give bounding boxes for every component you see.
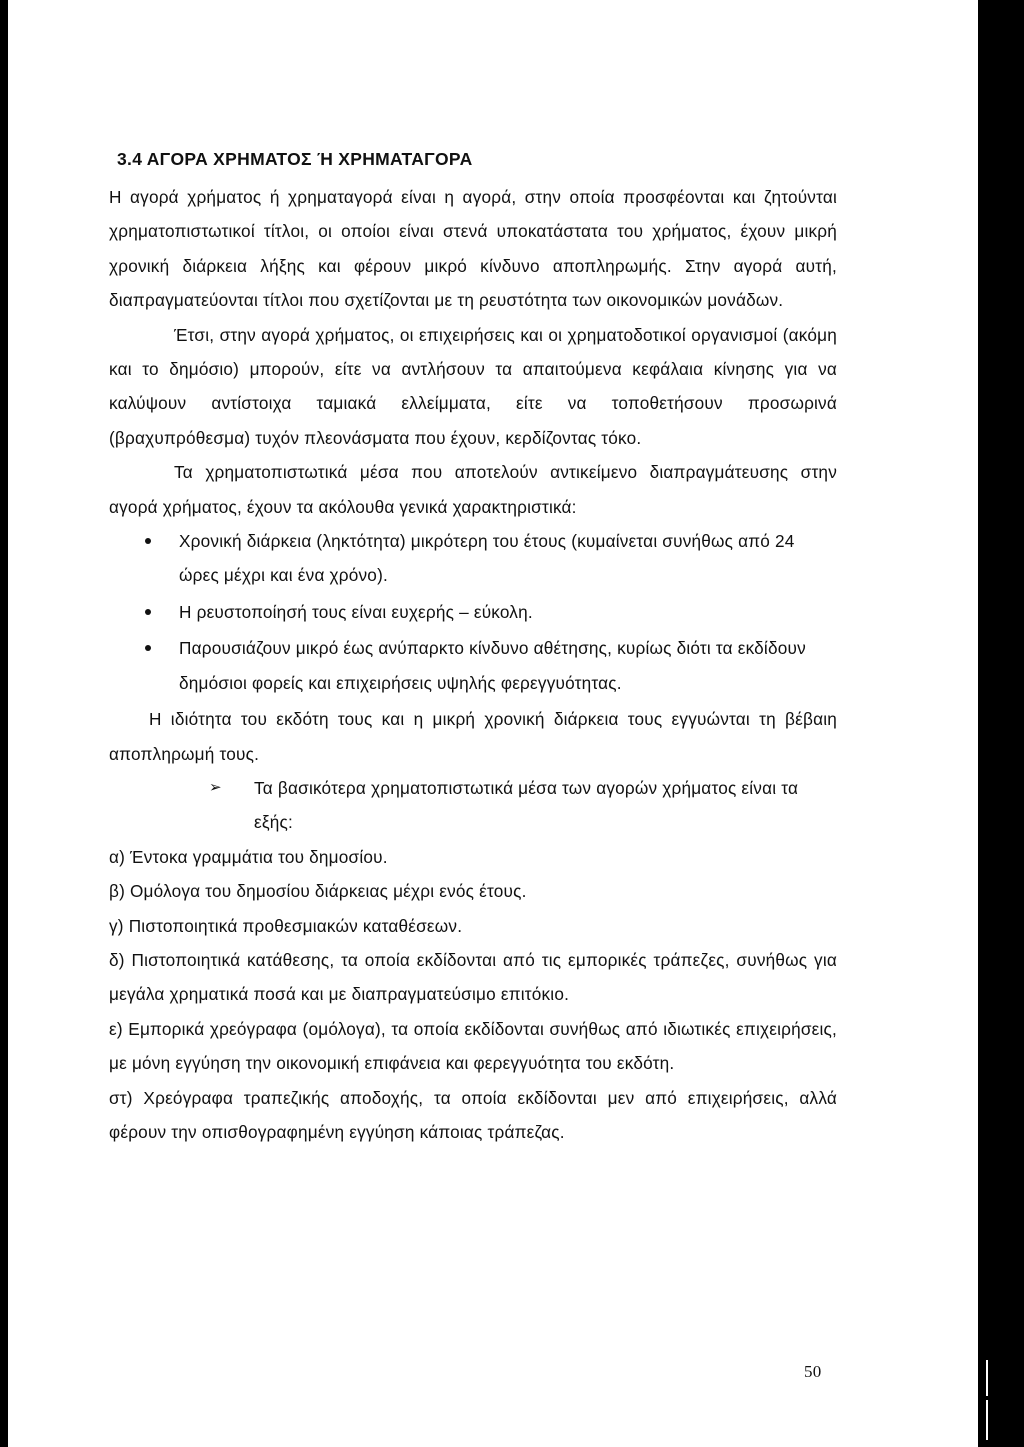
page-number: 50 bbox=[804, 1362, 822, 1381]
list-item: γ) Πιστοποιητικά προθεσμιακών καταθέσεων. bbox=[109, 915, 463, 936]
bullet-text: Χρονική διάρκεια (ληκτότητα) μικρότερη του έτους (κυμαίνεται συνήθως από 24 ώρες μέχρι και ένα χρόνο). bbox=[179, 531, 795, 586]
bullet-text: Η ρευστοποίησή τους είναι ευχερής – εύκολη. bbox=[179, 601, 533, 622]
list-item bbox=[109, 595, 837, 629]
list-item: ε) Εμπορικά χρεόγραφα (ομόλογα), τα οποία εκδίδονται συνήθως από ιδιωτικές επιχειρήσεις, με μόνη εγγύηση την οικονομική επιφάνεια και φερεγγυότητα του εκδότη. bbox=[109, 1018, 837, 1074]
list-item: στ) Χρεόγραφα τραπεζικής αποδοχής, τα οποία εκδίδονται μεν από επιχειρήσεις, αλλά φέρουν την οπισθογραφημένη εγγύηση κάποιας τράπεζας. bbox=[109, 1087, 837, 1142]
list-item: δ) Πιστοποιητικά κατάθεσης, τα οποία εκδίδονται από τις εμπορικές τράπεζες, συνήθως για μεγάλα χρηματικά ποσά και με διαπραγματεύσιμο επιτόκιο. bbox=[109, 949, 837, 1005]
paragraph-intro: Η αγορά χρήματος ή χρηματαγορά είναι η αγορά, στην οποία προσφέονται και ζητούνται χρηματοπιστωτικοί τίτλοι, οι οποίοι είναι στενά υποκατάστατα του χρήματος, έχουν μικρή χρονική διάρκεια λήξης και φέρουν μικρό κίνδυνο αποπληρωμής. Στην αγορά αυτή, διαπραγματεύονται τίτλοι που σχετίζονται με τη ρευστότητα των οικονομικών μονάδων. bbox=[109, 187, 837, 311]
characteristics-list bbox=[109, 524, 837, 700]
bullet-icon bbox=[145, 538, 151, 544]
section-title: 3.4 ΑΓΟΡΑ ΧΡΗΜΑΤΟΣ Ή ΧΡΗΜΑΤΑΓΟΡΑ bbox=[117, 149, 473, 169]
list-item bbox=[109, 631, 837, 700]
list-item: α) Έντοκα γραμμάτια του δημοσίου. bbox=[109, 846, 388, 867]
bullet-text: Παρουσιάζουν μικρό έως ανύπαρκτο κίνδυνο αθέτησης, κυρίως διότι τα εκδίδουν δημόσιοι φορείς και επιχειρήσεις υψηλής φερεγγυότητας. bbox=[179, 638, 806, 693]
list-item bbox=[109, 524, 837, 593]
bullet-icon bbox=[145, 645, 151, 651]
arrow-bullet-icon: ➢ bbox=[209, 778, 222, 796]
document-page bbox=[8, 0, 978, 1447]
paragraph-funding: Έτσι, στην αγορά χρήματος, οι επιχειρήσεις και οι χρηματοδοτικοί οργανισμοί (ακόμη και το δημόσιο) μπορούν, είτε να αντλήσουν τα απαιτούμενα κεφάλαια κίνησης για να καλύψουν αντίστοιχα ταμιακά ελλείμματα, είτε να τοποθετήσουν προσωρινά (βραχυπρόθεσμα) τυχόν πλεονάσματα που έχουν, κερδίζοντας τόκο. bbox=[109, 324, 837, 448]
instruments-list bbox=[109, 840, 837, 1150]
page-content bbox=[109, 148, 837, 1149]
issuer-note: Η ιδιότητα του εκδότη τους και η μικρή χρονική διάρκεια τους εγγυώνται τη βέβαιη αποπληρωμή τους. bbox=[109, 709, 837, 764]
list-item: β) Ομόλογα του δημοσίου διάρκειας μέχρι ενός έτους. bbox=[109, 881, 527, 902]
paragraph-characteristics: Τα χρηματοπιστωτικά μέσα που αποτελούν αντικείμενο διαπραγμάτευσης στην αγορά χρήματος, έχουν τα ακόλουθα γενικά χαρακτηριστικά: bbox=[109, 462, 837, 517]
instruments-intro bbox=[109, 771, 837, 840]
page-edge-mark bbox=[986, 1360, 988, 1396]
instruments-intro-text: Τα βασικότερα χρηματοπιστωτικά μέσα των αγορών χρήματος είναι τα εξής: bbox=[254, 777, 799, 833]
page-edge-mark bbox=[986, 1400, 988, 1440]
bullet-icon bbox=[145, 609, 151, 615]
